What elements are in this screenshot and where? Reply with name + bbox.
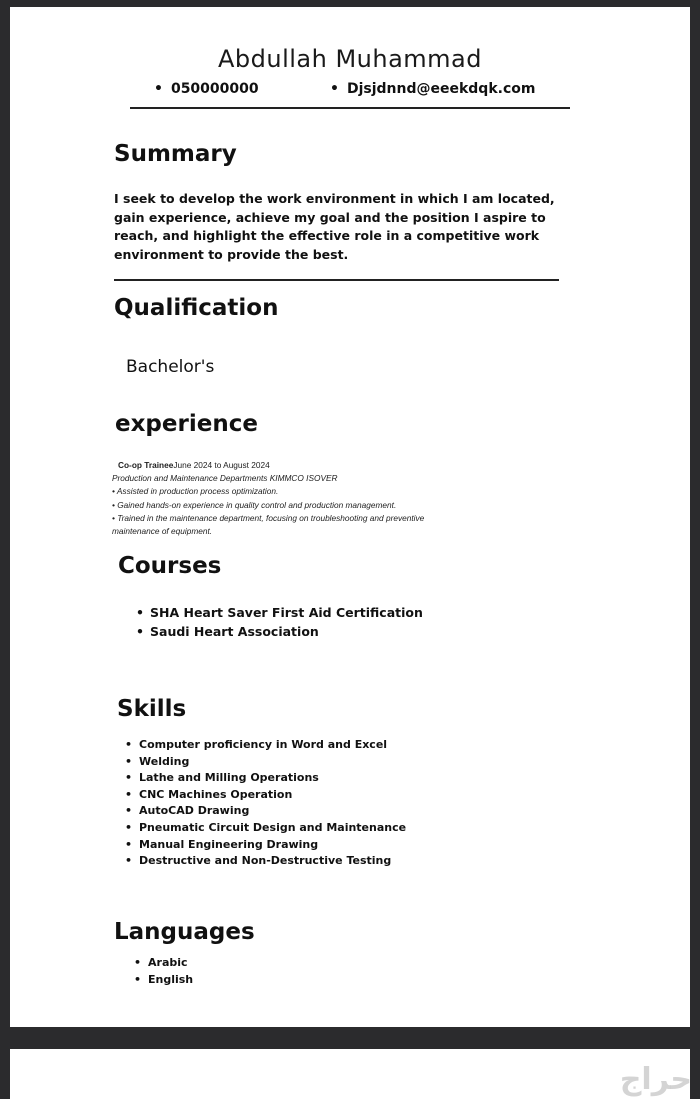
email-address: • Djsjdnnd@eeekdqk.com [330, 81, 535, 97]
skill-item: • Manual Engineering Drawing [125, 837, 406, 854]
candidate-name: Abdullah Muhammad [217, 45, 482, 73]
skill-item: • Computer proficiency in Word and Excel [125, 737, 406, 754]
language-item: • Arabic [134, 954, 193, 971]
qualification-degree: Bachelor's [126, 357, 215, 377]
experience-bullet: • Trained in the maintenance department, focusing on troubleshooting and preventive maintenance of equipment. [112, 512, 425, 537]
summary-text: I seek to develop the work environment in which I am located, gain experience, achieve my goal and the position I aspire to reach, and highlight the effective role in a competitive work environment to provide the best. [114, 191, 555, 262]
course-item: • Saudi Heart Association [136, 622, 423, 641]
skill-item: • CNC Machines Operation [125, 787, 406, 804]
header-divider [130, 107, 570, 109]
languages-list [134, 954, 193, 988]
courses-list [136, 603, 423, 641]
resume-page [10, 7, 690, 1027]
watermark-logo: حراج [619, 1062, 692, 1097]
qualification-heading: Qualification [114, 295, 279, 321]
skills-heading: Skills [117, 696, 187, 722]
courses-heading: Courses [118, 553, 222, 579]
experience-heading: experience [115, 411, 258, 437]
experience-dates: June 2024 to August 2024 [173, 460, 270, 470]
skill-item: • Pneumatic Circuit Design and Maintenance [125, 820, 406, 837]
skill-item: • AutoCAD Drawing [125, 803, 406, 820]
skills-list [125, 737, 406, 870]
skill-item: • Destructive and Non-Destructive Testing [125, 853, 406, 870]
skill-item: • Lathe and Milling Operations [125, 770, 406, 787]
summary-heading: Summary [114, 141, 237, 167]
skill-item: • Welding [125, 754, 406, 771]
experience-bullet: • Assisted in production process optimization. [112, 486, 279, 497]
next-page-edge [10, 1049, 690, 1099]
experience-title-line [112, 459, 472, 472]
phone-number: • 050000000 [154, 81, 259, 97]
course-item: • SHA Heart Saver First Aid Certification [136, 603, 423, 622]
experience-block [112, 459, 472, 538]
summary-divider [114, 279, 559, 281]
language-item: • English [134, 971, 193, 988]
experience-bullet: • Gained hands-on experience in quality control and production management. [112, 499, 397, 510]
languages-heading: Languages [114, 919, 255, 945]
experience-company: Production and Maintenance Departments KIMMCO ISOVER [112, 473, 338, 484]
experience-role: Co-op Trainee [118, 460, 174, 470]
